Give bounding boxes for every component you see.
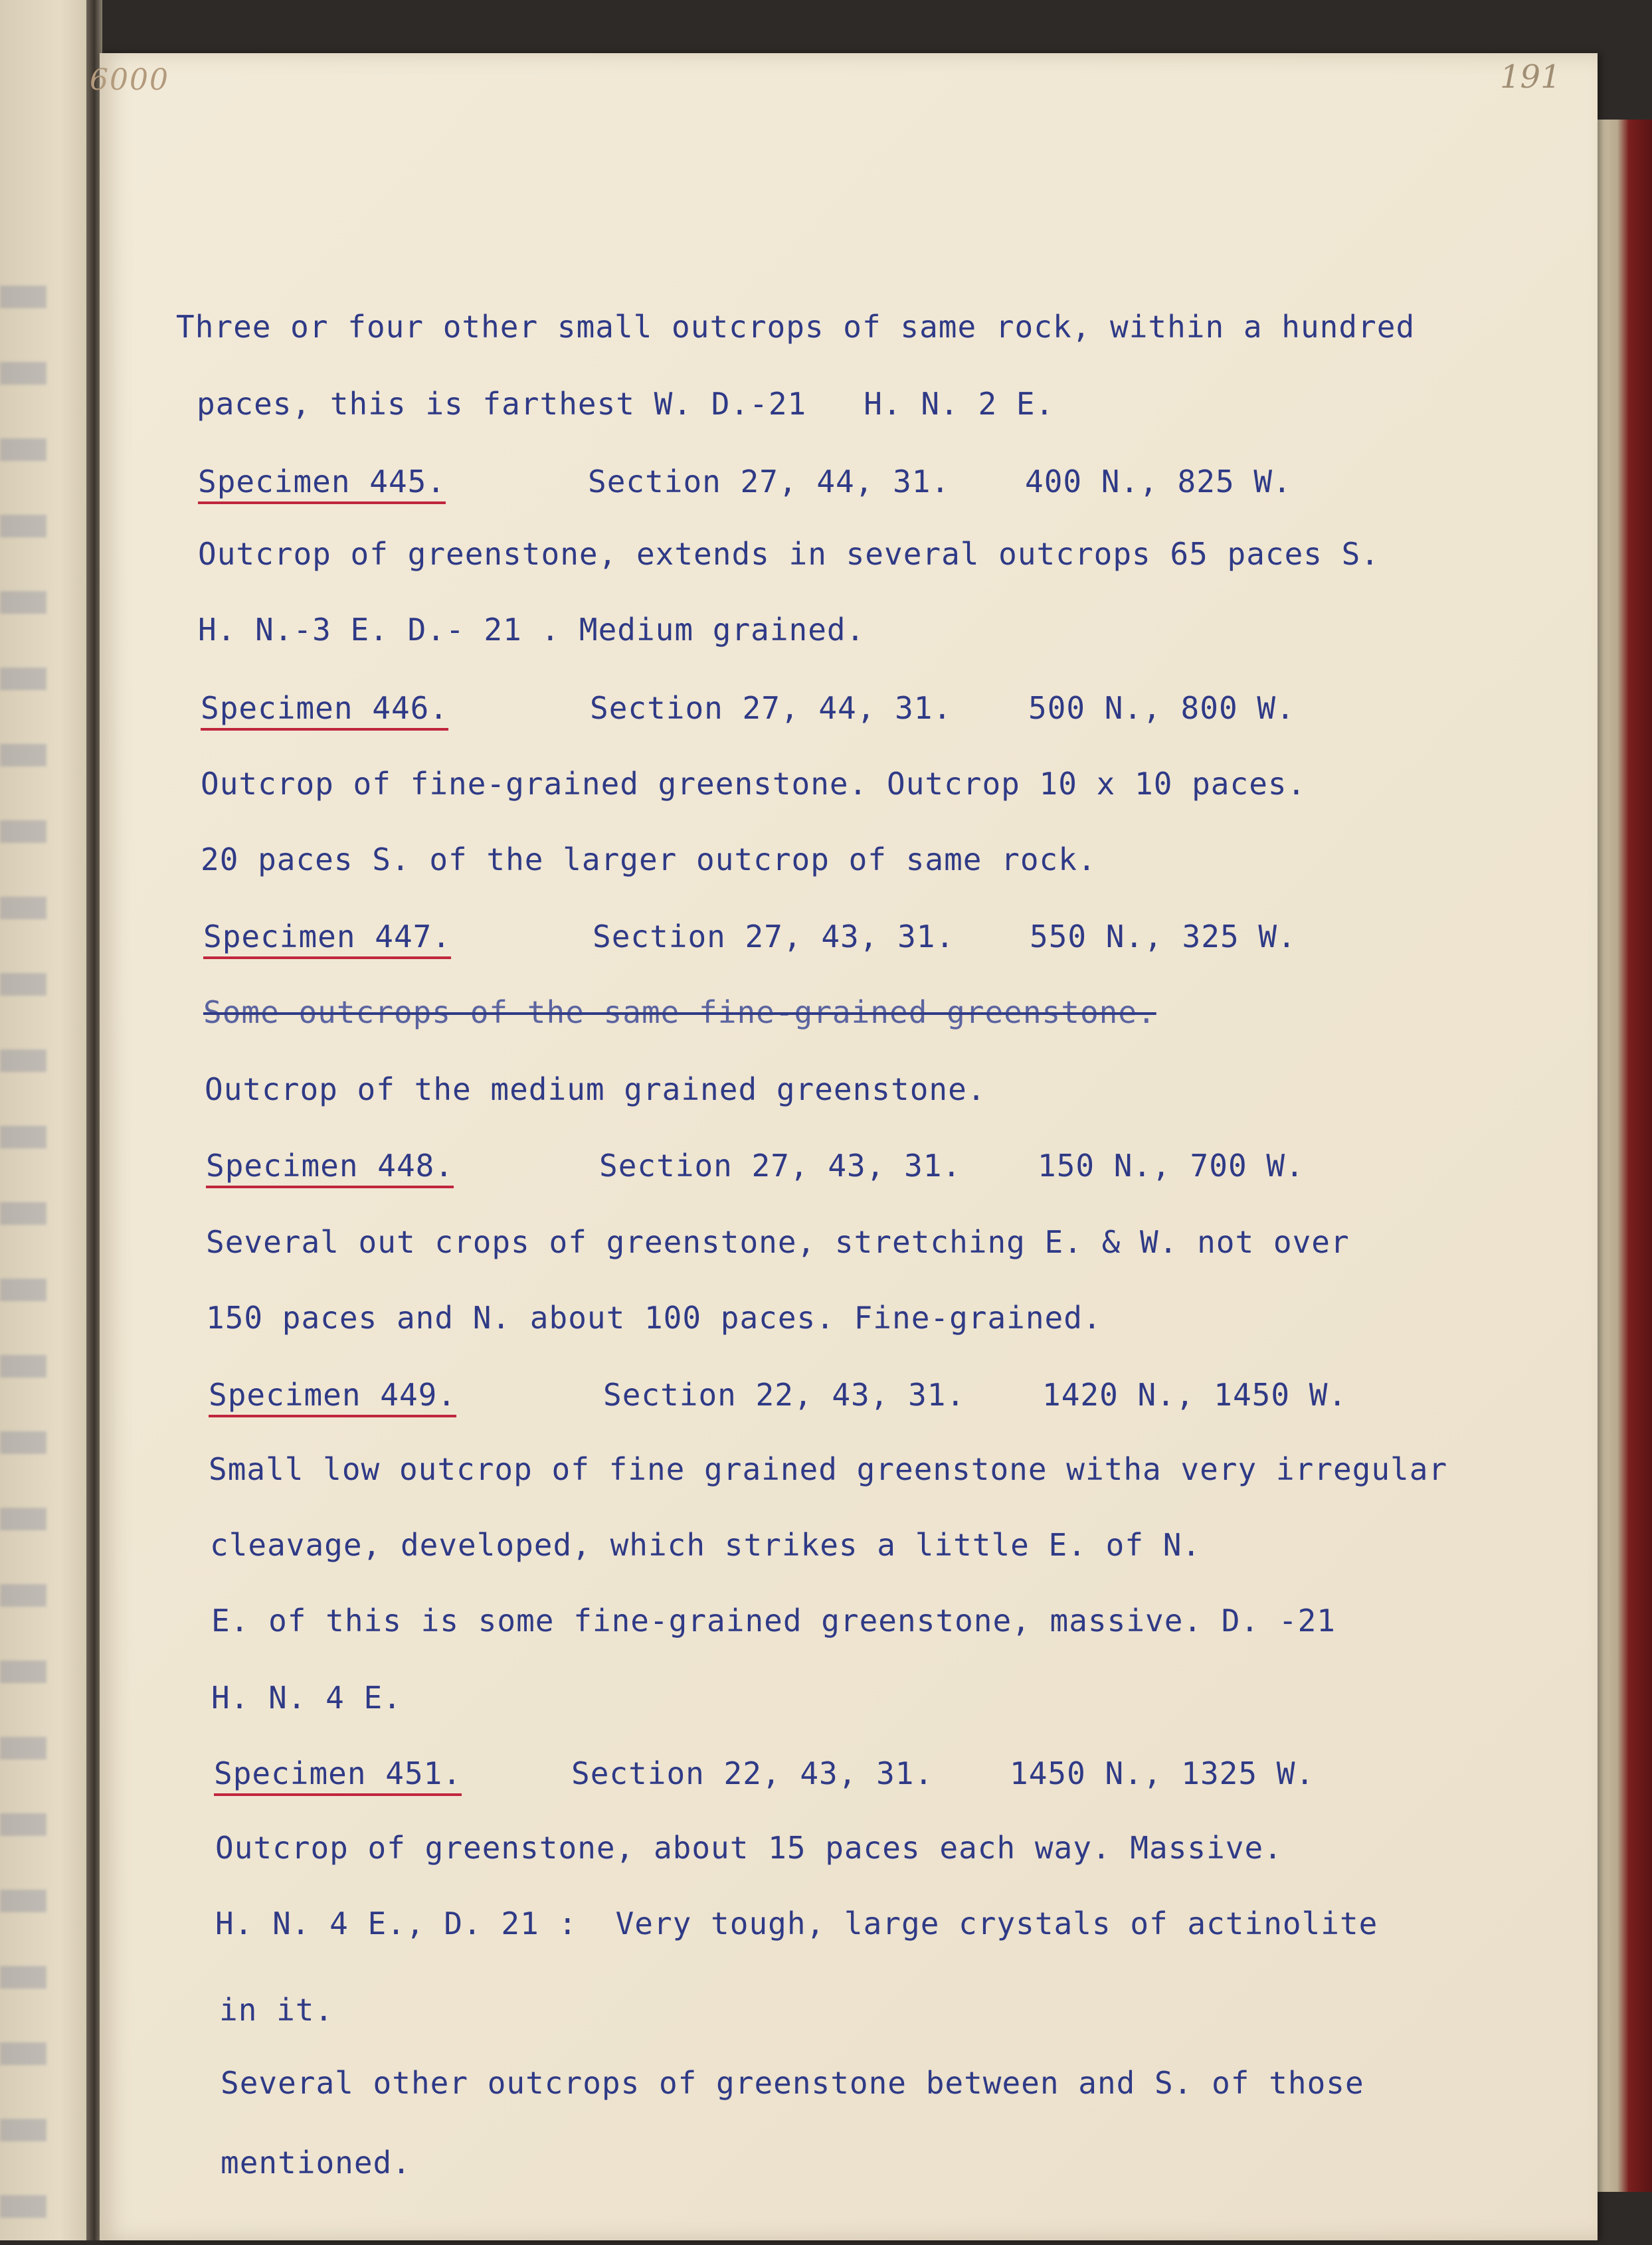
text-line: H. N.-3 E. D.- 21 . Medium grained. xyxy=(198,612,866,648)
text-line: mentioned. xyxy=(221,2145,411,2181)
margin-note: 6000 xyxy=(90,63,169,97)
specimen-row xyxy=(201,689,1330,729)
specimen-label: Specimen 445. xyxy=(198,464,446,499)
specimen-label: Specimen 449. xyxy=(209,1377,457,1413)
text-line: Several out crops of greenstone, stretching E. & W. not over xyxy=(206,1224,1350,1260)
specimen-section: Section 27, 43, 31. xyxy=(599,1148,962,1184)
left-page-edge xyxy=(0,0,100,2240)
specimen-row xyxy=(206,1147,1335,1187)
text-line: Outcrop of greenstone, about 15 paces each way. Massive. xyxy=(215,1830,1283,1866)
text-line: E. of this is some fine-grained greenstone, massive. D. -21 xyxy=(211,1603,1336,1639)
specimen-section: Section 22, 43, 31. xyxy=(571,1755,934,1791)
text-line: Outcrop of greenstone, extends in several outcrops 65 paces S. xyxy=(198,536,1380,572)
specimen-section: Section 22, 43, 31. xyxy=(603,1377,966,1413)
specimen-label: Specimen 448. xyxy=(206,1148,454,1184)
specimen-coords: 1450 N., 1325 W. xyxy=(1010,1755,1315,1791)
specimen-section: Section 27, 43, 31. xyxy=(593,919,955,954)
struck-text-line: Some outcrops of the same fine-grained greenstone. xyxy=(203,994,1156,1030)
text-line: H. N. 4 E., D. 21 : Very tough, large crystals of actinolite xyxy=(215,1906,1378,1941)
specimen-coords: 500 N., 800 W. xyxy=(1028,690,1295,726)
specimen-row xyxy=(198,463,1327,503)
specimen-label: Specimen 446. xyxy=(201,690,449,726)
specimen-label: Specimen 451. xyxy=(214,1755,462,1791)
specimen-coords: 1420 N., 1450 W. xyxy=(1042,1377,1348,1413)
text-line: in it. xyxy=(219,1992,334,2028)
page-edge-stack xyxy=(1594,120,1652,2192)
specimen-row xyxy=(209,1376,1348,1416)
specimen-coords: 550 N., 325 W. xyxy=(1030,919,1297,954)
text-line: Outcrop of the medium grained greenstone. xyxy=(205,1071,986,1107)
specimen-row xyxy=(214,1755,1343,1795)
specimen-coords: 400 N., 825 W. xyxy=(1025,464,1292,499)
text-line: Small low outcrop of fine grained greenstone witha very irregular xyxy=(209,1451,1448,1487)
text-line: Three or four other small outcrops of same rock, within a hundred xyxy=(176,309,1416,345)
text-line: Outcrop of fine-grained greenstone. Outcrop 10 x 10 paces. xyxy=(201,766,1307,802)
specimen-section: Section 27, 44, 31. xyxy=(588,464,951,499)
left-page-bleed-text xyxy=(0,286,46,2245)
text-line: Several other outcrops of greenstone between and S. of those xyxy=(221,2065,1364,2101)
specimen-row xyxy=(203,918,1332,958)
specimen-label: Specimen 447. xyxy=(203,919,452,954)
text-line: H. N. 4 E. xyxy=(211,1680,402,1716)
specimen-section: Section 27, 44, 31. xyxy=(590,690,953,726)
page-number: 191 xyxy=(1500,58,1561,96)
text-line: cleavage, developed, which strikes a little E. of N. xyxy=(210,1527,1202,1563)
specimen-coords: 150 N., 700 W. xyxy=(1038,1148,1305,1184)
text-line: 150 paces and N. about 100 paces. Fine-grained. xyxy=(206,1300,1102,1336)
text-line: paces, this is farthest W. D.-21 H. N. 2 E. xyxy=(197,386,1055,422)
text-line: 20 paces S. of the larger outcrop of same rock. xyxy=(201,842,1097,877)
